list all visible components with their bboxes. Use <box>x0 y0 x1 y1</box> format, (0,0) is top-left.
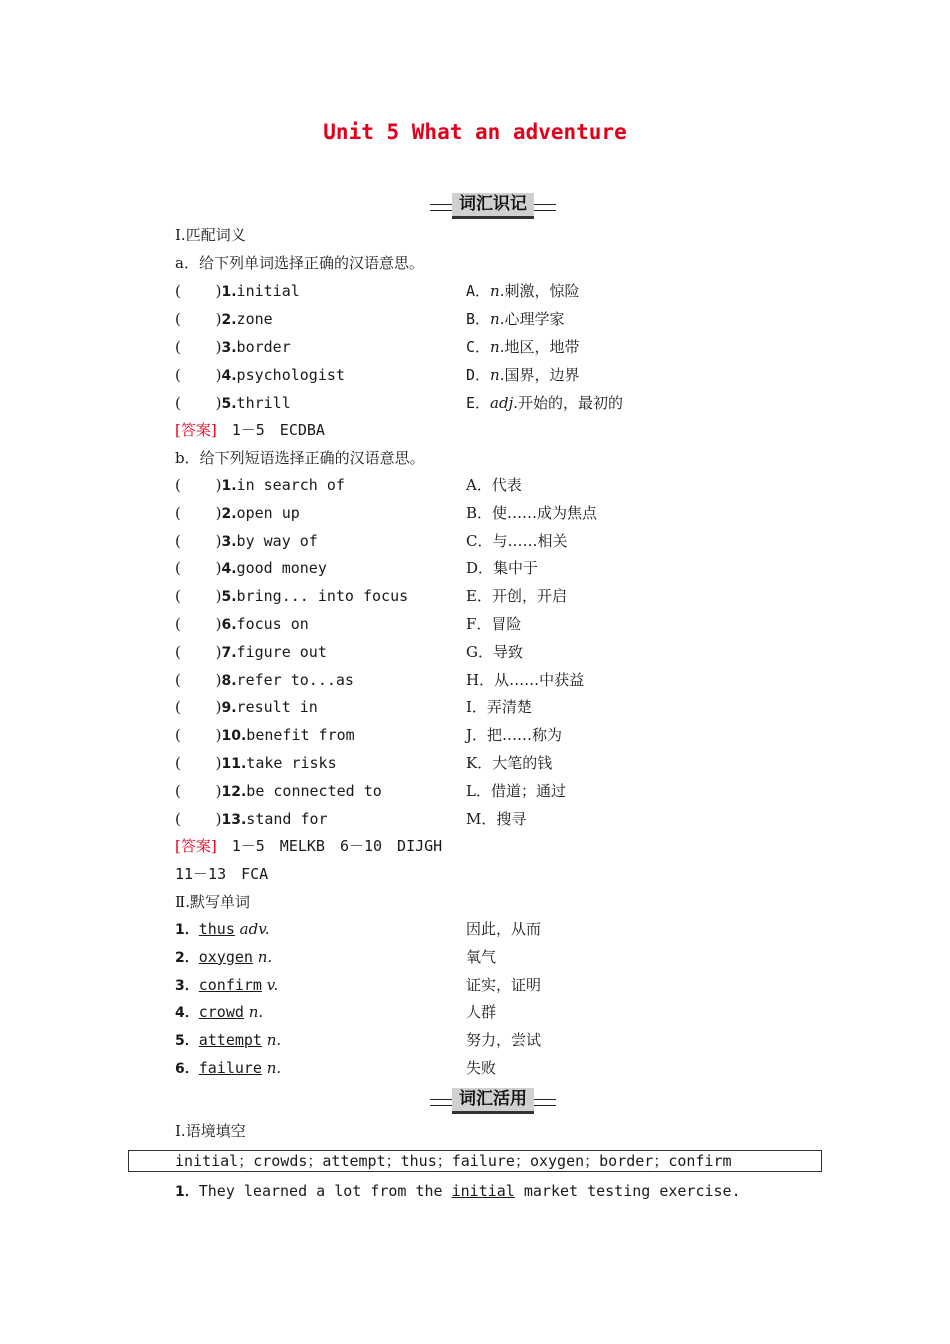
dictation-left <box>175 947 272 968</box>
meaning: J．把……称为 <box>466 726 563 745</box>
match-left <box>175 531 318 552</box>
dictation-row <box>175 919 825 939</box>
match-right <box>466 337 579 357</box>
answer-tag: [答案] <box>175 837 217 855</box>
match-left <box>175 281 300 302</box>
answer-blank[interactable]: ( ) <box>175 282 222 300</box>
item-word: bring... into focus <box>236 587 409 606</box>
section-banner-vocab-memory <box>430 193 556 219</box>
meaning: 氧气 <box>466 947 497 966</box>
match-left <box>175 670 354 691</box>
section-label: 词汇活用 <box>452 1088 534 1114</box>
item-word: border <box>236 338 291 356</box>
match-row <box>175 558 825 578</box>
match-left <box>175 558 327 579</box>
item-word: in search of <box>236 476 345 494</box>
match-row <box>175 365 825 385</box>
item-number: 11. <box>221 756 247 772</box>
answer-blank[interactable]: ( ) <box>175 754 222 772</box>
meaning: M．搜寻 <box>466 809 527 828</box>
match-left <box>175 614 309 635</box>
dictation-row <box>175 1058 825 1078</box>
word-bank: initial；crowds；attempt；thus；failure；oxygen；border；confirm <box>175 1152 732 1170</box>
dictation-left <box>175 1058 281 1079</box>
match-row <box>175 393 825 413</box>
part1-b-answer <box>175 836 442 856</box>
meaning: 人群 <box>466 1003 497 1022</box>
part-of-speech: n. <box>490 282 505 300</box>
part-of-speech: v. <box>266 975 279 994</box>
item-number: 3. <box>221 533 237 550</box>
option-letter: B． <box>466 310 491 328</box>
meaning: H．从……中获益 <box>466 670 585 689</box>
item-number: 2. <box>221 505 237 522</box>
match-left <box>175 753 337 774</box>
answer-blank[interactable]: ( ) <box>175 642 222 661</box>
answer-blank[interactable]: ( ) <box>175 338 222 356</box>
match-right <box>466 365 579 385</box>
part1-b-instruction: b．给下列短语选择正确的汉语意思。 <box>175 449 425 467</box>
part-of-speech: n. <box>248 1003 264 1022</box>
item-word: refer to...as <box>236 670 354 689</box>
match-left <box>175 365 345 386</box>
item-number: 1. <box>221 284 237 300</box>
item-number: 5． <box>175 1033 199 1050</box>
meaning: L．借道；通过 <box>466 781 566 800</box>
match-row <box>175 670 825 690</box>
match-row <box>175 503 825 523</box>
option-letter: D． <box>466 366 491 384</box>
page-title: Unit 5 What an adventure <box>323 120 627 144</box>
part-of-speech: adj. <box>490 394 518 412</box>
item-word: zone <box>236 310 273 328</box>
answer-blank[interactable]: ( ) <box>175 698 222 717</box>
match-right <box>466 393 623 413</box>
item-word: good money <box>236 559 327 578</box>
item-word: stand for <box>246 809 328 828</box>
item-word: initial <box>236 282 300 300</box>
item-number: 6. <box>221 617 237 633</box>
meaning: 证实，证明 <box>466 975 542 994</box>
item-word: failure <box>198 1059 262 1077</box>
item-word: oxygen <box>198 947 253 966</box>
match-right <box>466 309 564 329</box>
meaning: G．导致 <box>466 642 523 661</box>
item-number: 8. <box>221 672 237 689</box>
item-number: 10. <box>221 728 247 745</box>
item-number: 3. <box>221 340 237 356</box>
meaning: 开始的，最初的 <box>518 394 624 412</box>
meaning: 地区，地带 <box>504 338 580 356</box>
item-number: 1． <box>175 922 199 938</box>
meaning: E．开创，开启 <box>466 587 567 606</box>
item-word: be connected to <box>246 781 382 800</box>
part1-heading: Ⅰ.匹配词义 <box>175 226 246 244</box>
option-letter: C． <box>466 338 491 356</box>
match-row <box>175 642 825 662</box>
part3-heading: Ⅰ.语境填空 <box>175 1122 246 1140</box>
item-word: focus on <box>236 615 309 633</box>
item-number: 4． <box>175 1005 199 1022</box>
word-bank-box <box>128 1150 822 1172</box>
item-word: thus <box>198 920 235 938</box>
item-number: 3． <box>175 977 199 994</box>
answer-blank[interactable]: ( ) <box>175 587 222 606</box>
item-word: take risks <box>246 754 337 772</box>
match-row <box>175 309 825 329</box>
item-number: 5. <box>221 589 237 606</box>
answer-blank[interactable]: ( ) <box>175 394 222 412</box>
item-number: 9. <box>221 700 237 717</box>
meaning: B．使……成为焦点 <box>466 503 598 522</box>
match-row <box>175 337 825 357</box>
item-number: 1. <box>221 478 237 494</box>
question-1 <box>175 1181 741 1202</box>
meaning: 失败 <box>466 1059 497 1077</box>
answer-blank[interactable]: ( ) <box>175 726 222 745</box>
answer-text: 1－5 ECDBA <box>231 421 325 439</box>
item-number: 5. <box>221 396 237 412</box>
answer-blank[interactable]: ( ) <box>175 310 222 328</box>
match-row <box>175 753 825 773</box>
part2-heading: Ⅱ.默写单词 <box>175 893 250 911</box>
meaning: 努力，尝试 <box>466 1031 542 1050</box>
item-word: psychologist <box>236 366 345 384</box>
part1-a-instruction: a．给下列单词选择正确的汉语意思。 <box>175 254 424 272</box>
part-of-speech: n. <box>490 366 505 384</box>
item-word: figure out <box>236 642 327 661</box>
meaning: K．大笔的钱 <box>466 754 553 772</box>
match-row <box>175 725 825 745</box>
dictation-row <box>175 1030 825 1050</box>
question-answer: initial <box>451 1182 515 1200</box>
option-letter: E． <box>466 394 491 412</box>
item-word: open up <box>236 503 300 522</box>
answer-blank[interactable]: ( ) <box>175 559 222 578</box>
match-left <box>175 781 382 802</box>
match-row <box>175 781 825 801</box>
match-row <box>175 614 825 634</box>
match-left <box>175 503 300 524</box>
item-number: 7. <box>221 644 237 661</box>
part-of-speech: n. <box>266 1059 282 1077</box>
meaning: I．弄清楚 <box>466 698 532 717</box>
match-left <box>175 725 355 746</box>
item-word: by way of <box>236 531 318 550</box>
match-row <box>175 281 825 301</box>
match-left <box>175 475 345 496</box>
match-left <box>175 337 291 358</box>
part-of-speech: n. <box>257 947 273 966</box>
item-number: 12. <box>221 783 247 800</box>
match-left <box>175 586 408 607</box>
part-of-speech: n. <box>266 1031 282 1050</box>
item-word: attempt <box>198 1031 262 1050</box>
match-row <box>175 475 825 495</box>
match-row <box>175 809 825 829</box>
meaning: D．集中于 <box>466 559 539 578</box>
part1-b-answer-cont: 11－13 FCA <box>175 865 269 883</box>
section-label: 词汇识记 <box>452 193 534 219</box>
meaning: 心理学家 <box>504 310 565 328</box>
match-left <box>175 642 327 663</box>
part1-a-answer <box>175 420 325 440</box>
item-word: benefit from <box>246 726 355 745</box>
answer-text: 1－5 MELKB 6－10 DIJGH <box>231 837 443 855</box>
dictation-row <box>175 1002 825 1022</box>
option-letter: A． <box>466 282 491 300</box>
question-text-after: market testing exercise. <box>514 1182 741 1200</box>
match-row <box>175 697 825 717</box>
item-number: 2. <box>221 312 237 328</box>
match-row <box>175 586 825 606</box>
answer-blank[interactable]: ( ) <box>175 670 222 689</box>
match-left <box>175 809 328 830</box>
answer-blank[interactable]: ( ) <box>175 503 222 522</box>
dictation-left <box>175 975 278 996</box>
match-row <box>175 531 825 551</box>
meaning: C．与……相关 <box>466 531 568 550</box>
dictation-left <box>175 1002 263 1023</box>
item-number: 6． <box>175 1061 199 1077</box>
dictation-left <box>175 1030 281 1051</box>
item-number: 4. <box>221 368 237 384</box>
match-left <box>175 697 318 718</box>
section-banner-vocab-use <box>430 1088 556 1114</box>
dictation-row <box>175 947 825 967</box>
part-of-speech: n. <box>490 338 505 356</box>
dictation-row <box>175 975 825 995</box>
meaning: 国界，边界 <box>504 366 580 384</box>
answer-blank[interactable]: ( ) <box>175 615 222 633</box>
answer-blank[interactable]: ( ) <box>175 809 222 828</box>
match-left <box>175 393 291 414</box>
answer-blank[interactable]: ( ) <box>175 366 222 384</box>
answer-tag: [答案] <box>175 421 217 439</box>
item-word: confirm <box>198 975 262 994</box>
item-number: 4. <box>221 561 237 578</box>
item-number: 13. <box>221 811 247 828</box>
match-left <box>175 309 273 330</box>
meaning: F．冒险 <box>466 615 522 633</box>
item-word: result in <box>236 698 318 717</box>
part-of-speech: n. <box>490 310 505 328</box>
question-text-before: They learned a lot from the <box>198 1182 452 1200</box>
item-number: 2． <box>175 949 199 966</box>
answer-blank[interactable]: ( ) <box>175 476 222 494</box>
meaning: 因此，从而 <box>466 920 542 938</box>
meaning: 刺激，惊险 <box>504 282 580 300</box>
item-word: crowd <box>198 1003 244 1022</box>
item-word: thrill <box>236 394 291 412</box>
dictation-left <box>175 919 270 940</box>
match-right <box>466 281 579 301</box>
answer-blank[interactable]: ( ) <box>175 531 222 550</box>
part-of-speech: adv. <box>239 920 270 938</box>
meaning: A．代表 <box>466 476 522 494</box>
question-number: 1． <box>175 1184 199 1200</box>
answer-blank[interactable]: ( ) <box>175 781 222 800</box>
